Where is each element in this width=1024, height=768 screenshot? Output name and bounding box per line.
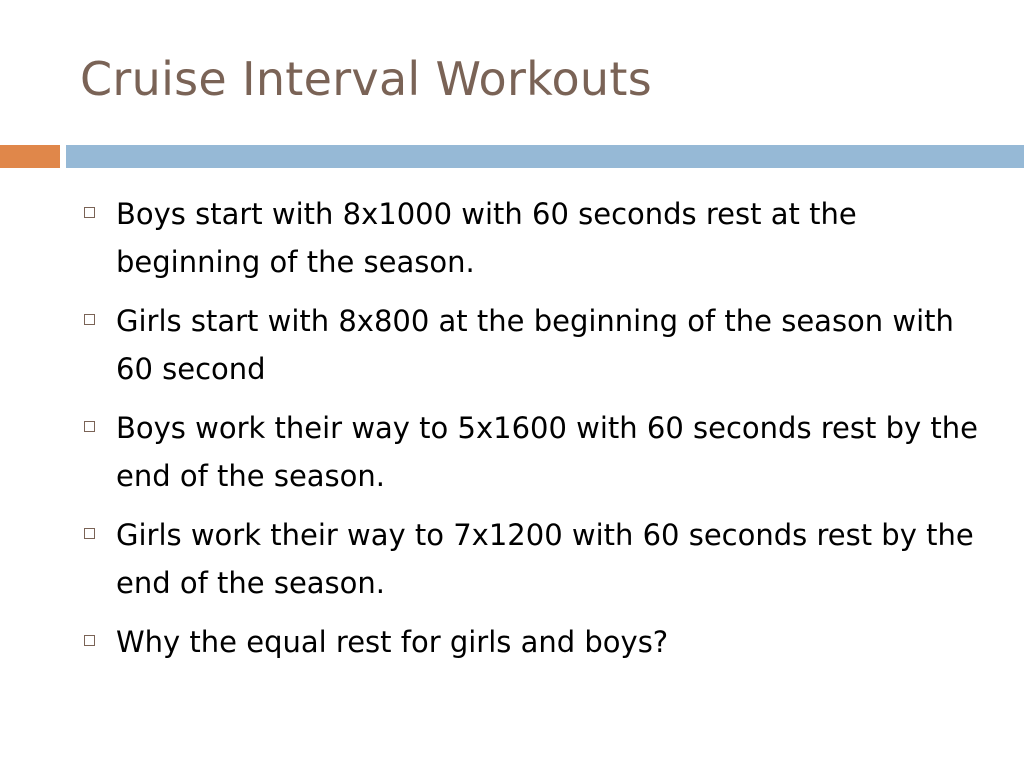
slide-title: Cruise Interval Workouts — [80, 52, 652, 106]
square-bullet-icon — [84, 635, 95, 646]
bullet-item — [80, 404, 980, 500]
bullet-text: Girls start with 8x800 at the beginning of the season with 60 second — [116, 304, 954, 386]
title-rule-bar — [66, 145, 1024, 168]
square-bullet-icon — [84, 314, 95, 325]
square-bullet-icon — [84, 528, 95, 539]
bullet-item — [80, 618, 980, 666]
bullet-text: Boys start with 8x1000 with 60 seconds rest at the beginning of the season. — [116, 197, 857, 279]
bullet-item — [80, 297, 980, 393]
square-bullet-icon — [84, 421, 95, 432]
bullet-text: Girls work their way to 7x1200 with 60 seconds rest by the end of the season. — [116, 518, 974, 600]
bullet-item — [80, 190, 980, 286]
square-bullet-icon — [84, 207, 95, 218]
title-accent-bar — [0, 145, 60, 168]
bullet-item — [80, 511, 980, 607]
bullet-text: Boys work their way to 5x1600 with 60 seconds rest by the end of the season. — [116, 411, 978, 493]
bullet-text: Why the equal rest for girls and boys? — [116, 625, 669, 659]
bullet-list — [80, 190, 980, 677]
